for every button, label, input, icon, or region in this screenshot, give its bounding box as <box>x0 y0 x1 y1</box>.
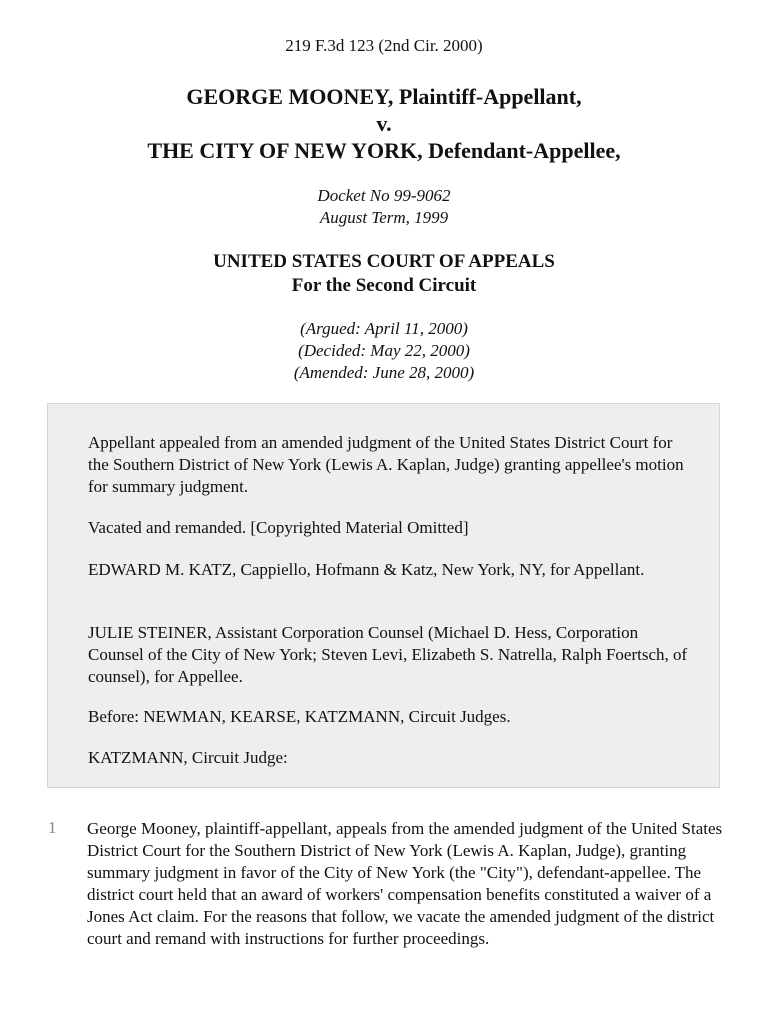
case-parties <box>0 83 768 164</box>
appellant-counsel: EDWARD M. KATZ, Cappiello, Hofmann & Katz, New York, NY, for Appellant. <box>88 560 645 579</box>
versus-label: v. <box>376 111 392 136</box>
docket-number: Docket No 99-9062 <box>317 186 451 205</box>
plaintiff-name: GEORGE MOONEY, Plaintiff-Appellant, <box>186 84 582 109</box>
argued-date: (Argued: April 11, 2000) <box>300 319 468 338</box>
court-circuit: For the Second Circuit <box>291 275 477 296</box>
case-citation: 219 F.3d 123 (2nd Cir. 2000) <box>285 36 483 55</box>
case-summary-box <box>47 403 720 788</box>
opinion-paragraph: George Mooney, plaintiff-appellant, appeals from the amended judgment of the United States District Court for the Southern District of New York (Lewis A. Kaplan, Judge), granting summary judgment in favor of the City of New York (the "City"), defendant-appellee. The district court held that an award of workers' compensation benefits constituted a waiver of a Jones Act claim. For the reasons that follow, we vacate the amended judgment of the district court and remand with instructions for further proceedings. <box>87 819 723 948</box>
case-dates <box>0 318 768 384</box>
summary-disposition: Vacated and remanded. [Copyrighted Material Omitted] <box>88 518 469 537</box>
defendant-name: THE CITY OF NEW YORK, Defendant-Appellee, <box>147 138 621 163</box>
amended-date: (Amended: June 28, 2000) <box>293 363 475 382</box>
opinion-author: KATZMANN, Circuit Judge: <box>88 748 288 767</box>
decided-date: (Decided: May 22, 2000) <box>298 341 470 360</box>
paragraph-number: 1 <box>48 818 57 837</box>
court-name: UNITED STATES COURT OF APPEALS <box>213 251 555 272</box>
summary-appeal: Appellant appealed from an amended judgment of the United States District Court for the Southern District of New York (Lewis A. Kaplan, Judge) granting appellee's motion for summary judgment. <box>88 433 684 496</box>
court-heading <box>0 250 768 298</box>
panel-judges: Before: NEWMAN, KEARSE, KATZMANN, Circuit Judges. <box>88 707 511 726</box>
docket-info <box>0 185 768 229</box>
docket-term: August Term, 1999 <box>319 208 449 227</box>
appellee-counsel: JULIE STEINER, Assistant Corporation Counsel (Michael D. Hess, Corporation Counsel of the City of New York; Steven Levi, Elizabeth S. Natrella, Ralph Foertsch, of counsel), for Appellee. <box>88 623 688 686</box>
